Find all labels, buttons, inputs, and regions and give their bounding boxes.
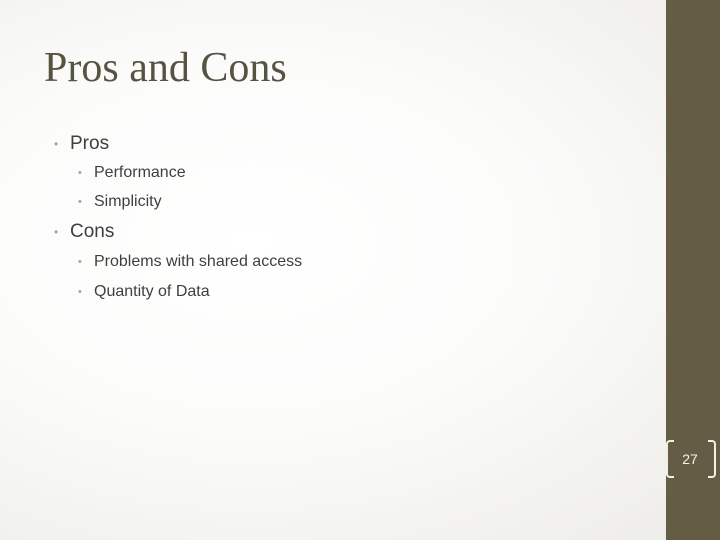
bullet-marker: • [54, 137, 59, 151]
page-number-badge [663, 440, 717, 480]
bullet-marker: • [78, 167, 82, 179]
sub-bullet-simplicity [78, 191, 162, 213]
sub-bullet-shared-access [78, 251, 303, 273]
bullet-marker: • [78, 256, 82, 268]
bullet-label: Cons [70, 221, 115, 242]
bullet-label: Pros [70, 133, 110, 154]
bullet-marker: • [78, 286, 82, 298]
sub-bullet-quantity [78, 281, 210, 303]
sub-bullet-label: Quantity of Data [94, 283, 210, 300]
sub-bullet-performance [78, 162, 186, 184]
slide-title: Pros and Cons [44, 45, 287, 91]
bullet-marker: • [54, 225, 59, 239]
sub-bullet-label: Simplicity [94, 193, 162, 210]
page-number: 27 [682, 451, 698, 467]
sub-bullet-label: Problems with shared access [94, 253, 303, 270]
sub-bullet-label: Performance [94, 164, 186, 181]
bullet-cons [54, 220, 115, 244]
bullet-pros [54, 132, 110, 156]
bullet-marker: • [78, 196, 82, 208]
